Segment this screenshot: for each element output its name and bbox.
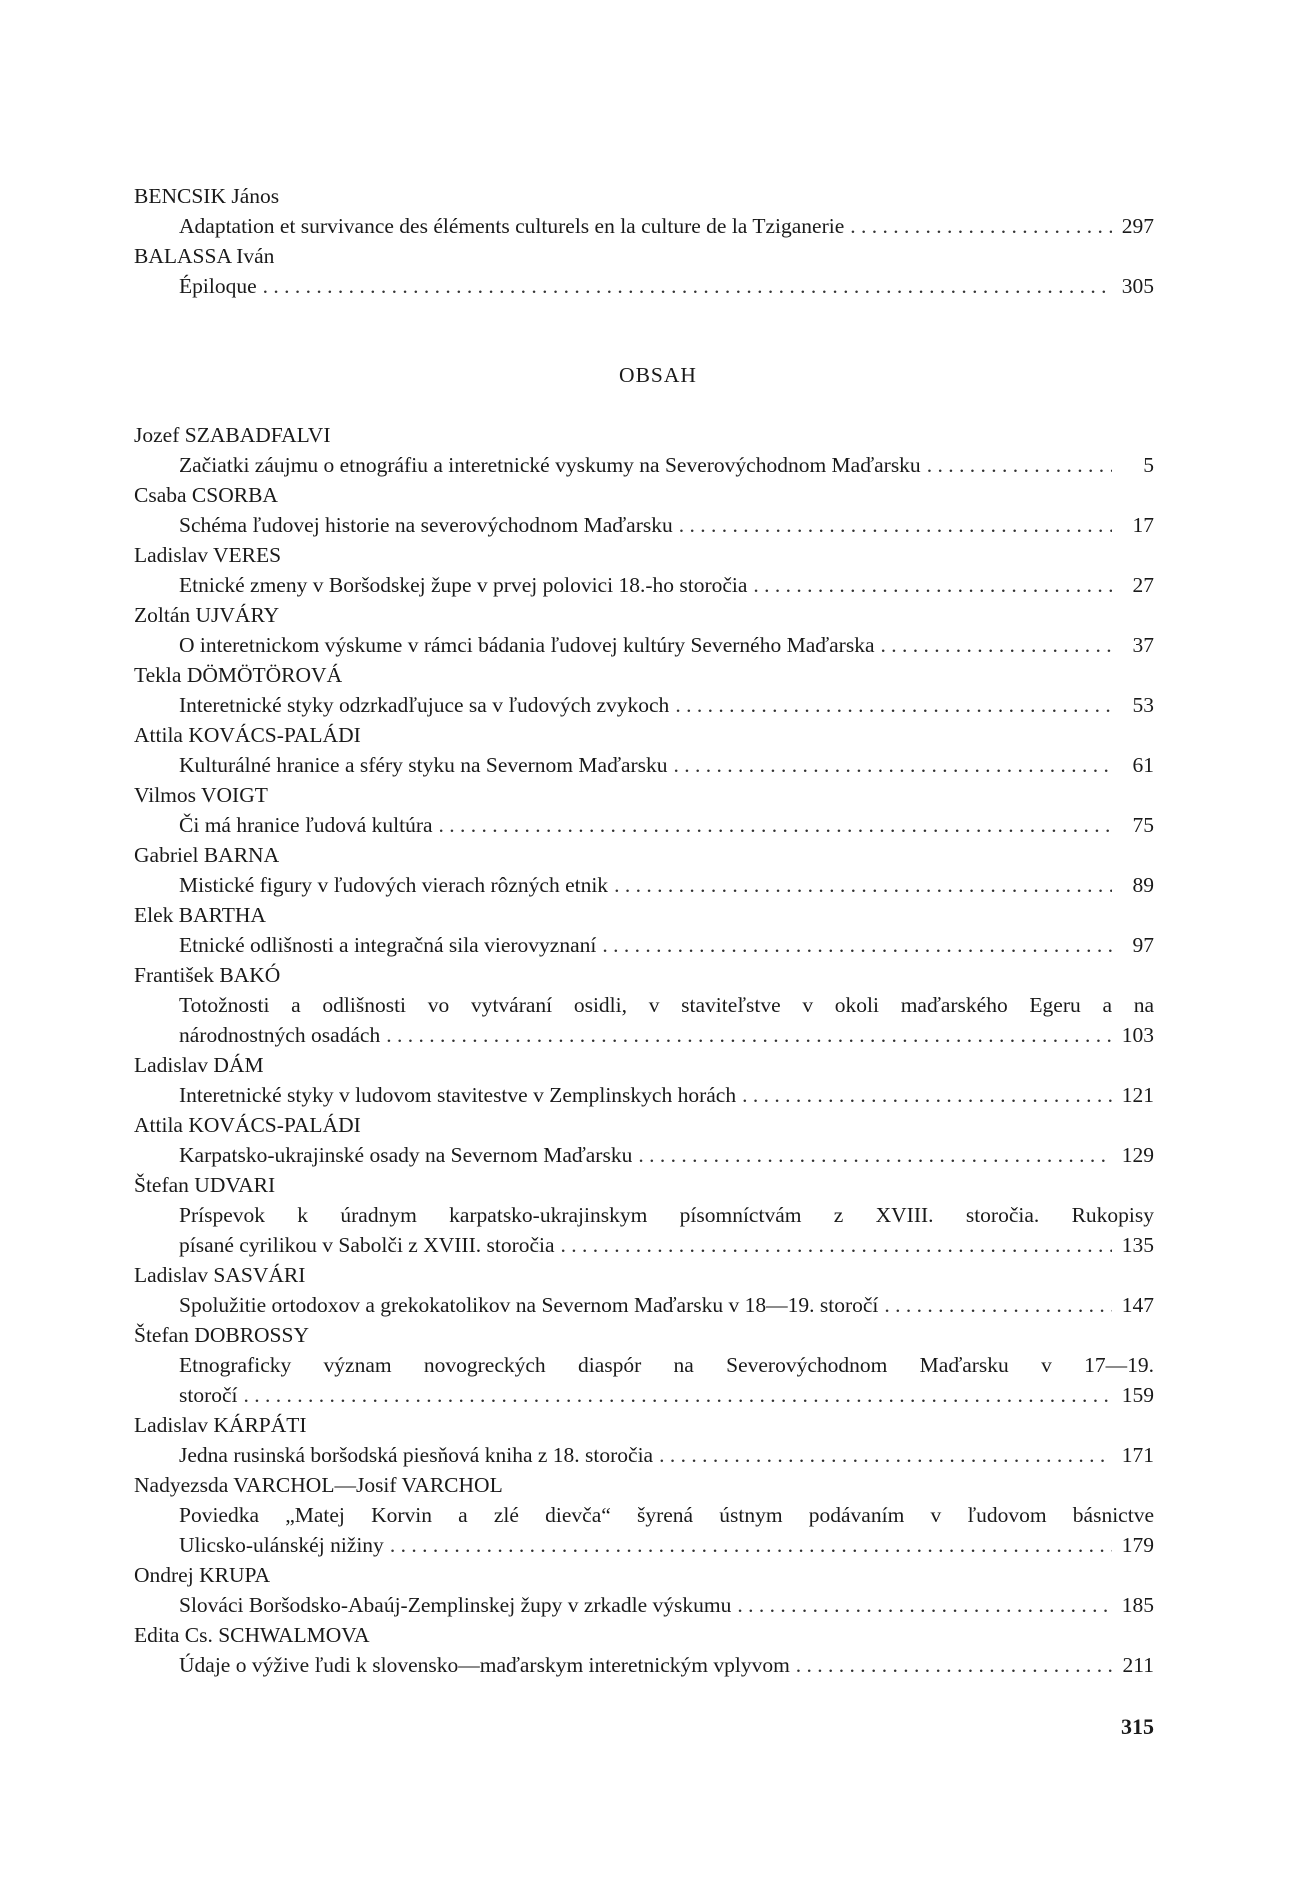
toc-entry xyxy=(179,990,1154,1050)
toc-page-number: 17 xyxy=(1132,513,1154,537)
dot-leader xyxy=(737,1590,1112,1620)
toc-page-number: 179 xyxy=(1121,1533,1154,1557)
toc-title-line: Príspevok k úradnym karpatsko-ukrajinskym písomníctvám z XVIII. storočia. Rukopisy xyxy=(179,1203,1154,1227)
toc-title-line: Poviedka „Matej Korvin a zlé dievča“ šyrená ústnym podávaním v ľudovom básnictve xyxy=(179,1503,1154,1527)
toc-entry xyxy=(179,1650,1154,1680)
toc-title-row xyxy=(179,1290,1154,1320)
toc-page-number: 53 xyxy=(1132,693,1154,717)
dot-leader xyxy=(386,1020,1112,1050)
toc-author: Ladislav KÁRPÁTI xyxy=(134,1413,307,1437)
toc-title-row xyxy=(179,690,1154,720)
toc-title-row xyxy=(179,1530,1154,1560)
toc-title-line: Adaptation et survivance des éléments culturels en la culture de la Tziganerie xyxy=(179,214,845,238)
toc-author: Ladislav DÁM xyxy=(134,1053,264,1077)
toc-page-number: 5 xyxy=(1143,453,1154,477)
toc-title-line: Kulturálné hranice a sféry styku na Severnom Maďarsku xyxy=(179,753,668,777)
toc-entry xyxy=(179,450,1154,480)
section-heading: OBSAH xyxy=(619,363,697,387)
toc-author: BENCSIK János xyxy=(134,184,280,208)
toc-title-row xyxy=(179,1590,1154,1620)
toc-entry xyxy=(179,630,1154,660)
toc-author: BALASSA Iván xyxy=(134,244,275,268)
toc-page-number: 159 xyxy=(1121,1383,1154,1407)
toc-title-line: Jedna rusinská boršodská piesňová kniha z 18. storočia xyxy=(179,1443,654,1467)
toc-title-row xyxy=(179,1440,1154,1470)
toc-continuation xyxy=(134,181,1154,301)
dot-leader xyxy=(561,1230,1112,1260)
dot-leader xyxy=(674,750,1112,780)
toc-page-number: 185 xyxy=(1121,1593,1154,1617)
toc-title-line: Interetnické styky odzrkadľujuce sa v ľudových zvykoch xyxy=(179,693,670,717)
toc-entry xyxy=(179,810,1154,840)
toc-author: Elek BARTHA xyxy=(134,903,266,927)
toc-title-line: Či má hranice ľudová kultúra xyxy=(179,813,433,837)
toc-page-number: 97 xyxy=(1132,933,1154,957)
toc-title-line: Spolužitie ortodoxov a grekokatolikov na Severnom Maďarsku v 18—19. storočí xyxy=(179,1293,879,1317)
toc-author: Tekla DÖMÖTÖROVÁ xyxy=(134,663,343,687)
toc-author: Ondrej KRUPA xyxy=(134,1563,270,1587)
toc-author: Csaba CSORBA xyxy=(134,483,278,507)
toc-page-number: 305 xyxy=(1121,274,1154,298)
table-of-contents xyxy=(134,420,1154,1680)
toc-title-row xyxy=(179,510,1154,540)
toc-entry xyxy=(179,570,1154,600)
page-number: 315 xyxy=(1121,1714,1154,1739)
toc-title-row xyxy=(179,870,1154,900)
toc-title-row xyxy=(179,1380,1154,1410)
dot-leader xyxy=(679,510,1112,540)
toc-entry xyxy=(179,510,1154,540)
toc-author: Vilmos VOIGT xyxy=(134,783,268,807)
toc-author: František BAKÓ xyxy=(134,963,281,987)
toc-entry xyxy=(179,930,1154,960)
toc-title-row xyxy=(179,211,1154,241)
dot-leader xyxy=(796,1650,1112,1680)
toc-entry xyxy=(179,1440,1154,1470)
toc-title-line: Údaje o výžive ľudi k slovensko—maďarskym interetnickým vplyvom xyxy=(179,1653,790,1677)
dot-leader xyxy=(881,630,1112,660)
toc-page-number: 89 xyxy=(1132,873,1154,897)
toc-author: Attila KOVÁCS-PALÁDI xyxy=(134,1113,361,1137)
toc-title-row xyxy=(179,1230,1154,1260)
toc-title-line: Ulicsko-ulánskéj nižiny xyxy=(179,1533,384,1557)
toc-title-line: Etnické zmeny v Boršodskej župe v prvej polovici 18.-ho storočia xyxy=(179,573,748,597)
toc-author: Attila KOVÁCS-PALÁDI xyxy=(134,723,361,747)
toc-title-line: písané cyrilikou v Sabolči z XVIII. storočia xyxy=(179,1233,555,1257)
toc-author: Jozef SZABADFALVI xyxy=(134,423,331,447)
toc-author: Ladislav SASVÁRI xyxy=(134,1263,306,1287)
toc-page-number: 61 xyxy=(1132,753,1154,777)
dot-leader xyxy=(659,1440,1112,1470)
toc-title-row xyxy=(179,1140,1154,1170)
toc-entry xyxy=(179,211,1154,241)
toc-entry xyxy=(179,870,1154,900)
toc-title-line: Karpatsko-ukrajinské osady na Severnom Maďarsku xyxy=(179,1143,633,1167)
toc-page-number: 103 xyxy=(1121,1023,1154,1047)
toc-title-row xyxy=(179,271,1154,301)
toc-page-number: 75 xyxy=(1132,813,1154,837)
toc-title-line: Slováci Boršodsko-Abaúj-Zemplinskej župy v zrkadle výskumu xyxy=(179,1593,732,1617)
toc-title-row xyxy=(179,750,1154,780)
toc-author: Nadyezsda VARCHOL—Josif VARCHOL xyxy=(134,1473,503,1497)
dot-leader xyxy=(263,271,1112,301)
dot-leader xyxy=(614,870,1112,900)
toc-title-row xyxy=(179,630,1154,660)
dot-leader xyxy=(927,450,1112,480)
dot-leader xyxy=(753,570,1112,600)
dot-leader xyxy=(638,1140,1112,1170)
toc-entry xyxy=(179,1200,1154,1260)
toc-author: Zoltán UJVÁRY xyxy=(134,603,280,627)
toc-title-row xyxy=(179,1650,1154,1680)
toc-title-row xyxy=(179,450,1154,480)
dot-leader xyxy=(439,810,1112,840)
toc-page-number: 129 xyxy=(1121,1143,1154,1167)
toc-author: Gabriel BARNA xyxy=(134,843,280,867)
toc-page-number: 27 xyxy=(1132,573,1154,597)
toc-page-number: 37 xyxy=(1132,633,1154,657)
toc-title-line: národnostných osadách xyxy=(179,1023,381,1047)
toc-title-line: Interetnické styky v ludovom stavitestve v Zemplinskych horách xyxy=(179,1083,737,1107)
toc-entry xyxy=(179,750,1154,780)
toc-title-row xyxy=(179,810,1154,840)
toc-page-number: 211 xyxy=(1122,1653,1154,1677)
toc-author: Štefan UDVARI xyxy=(134,1173,276,1197)
toc-author: Štefan DOBROSSY xyxy=(134,1323,310,1347)
toc-title-line: Schéma ľudovej historie na severovýchodnom Maďarsku xyxy=(179,513,673,537)
dot-leader xyxy=(675,690,1112,720)
dot-leader xyxy=(884,1290,1112,1320)
toc-title-line: Etnograficky význam novogreckých diaspór na Severovýchodnom Maďarsku v 17—19. xyxy=(179,1353,1154,1377)
toc-entry xyxy=(179,1350,1154,1410)
toc-entry xyxy=(179,1140,1154,1170)
dot-leader xyxy=(602,930,1112,960)
toc-title-line: Épiloque xyxy=(179,274,257,298)
toc-page-number: 297 xyxy=(1121,214,1154,238)
toc-entry xyxy=(179,1590,1154,1620)
toc-author: Ladislav VERES xyxy=(134,543,282,567)
toc-title-row xyxy=(179,570,1154,600)
toc-entry xyxy=(179,1080,1154,1110)
toc-title-line: Mistické figury v ľudových vierach rôzných etnik xyxy=(179,873,609,897)
toc-title-row xyxy=(179,1020,1154,1050)
toc-entry xyxy=(179,271,1154,301)
toc-entry xyxy=(179,1290,1154,1320)
toc-page-number: 121 xyxy=(1121,1083,1154,1107)
dot-leader xyxy=(244,1380,1112,1410)
toc-entry xyxy=(179,690,1154,720)
toc-title-row xyxy=(179,930,1154,960)
toc-title-line: Totožnosti a odlišnosti vo vytváraní osidli, v staviteľstve v okoli maďarského Egeru a na xyxy=(179,993,1154,1017)
dot-leader xyxy=(390,1530,1112,1560)
dot-leader xyxy=(742,1080,1112,1110)
toc-title-line: O interetnickom výskume v rámci bádania ľudovej kultúry Severného Maďarska xyxy=(179,633,875,657)
toc-title-row xyxy=(179,1080,1154,1110)
toc-entry xyxy=(179,1500,1154,1560)
toc-page-number: 171 xyxy=(1121,1443,1154,1467)
dot-leader xyxy=(850,211,1112,241)
toc-author: Edita Cs. SCHWALMOVA xyxy=(134,1623,370,1647)
toc-title-line: storočí xyxy=(179,1383,238,1407)
toc-page-number: 135 xyxy=(1121,1233,1154,1257)
toc-page-number: 147 xyxy=(1121,1293,1154,1317)
toc-title-line: Etnické odlišnosti a integračná sila vierovyznaní xyxy=(179,933,597,957)
toc-title-line: Začiatki záujmu o etnográfiu a interetnické vyskumy na Severovýchodnom Maďarsku xyxy=(179,453,921,477)
